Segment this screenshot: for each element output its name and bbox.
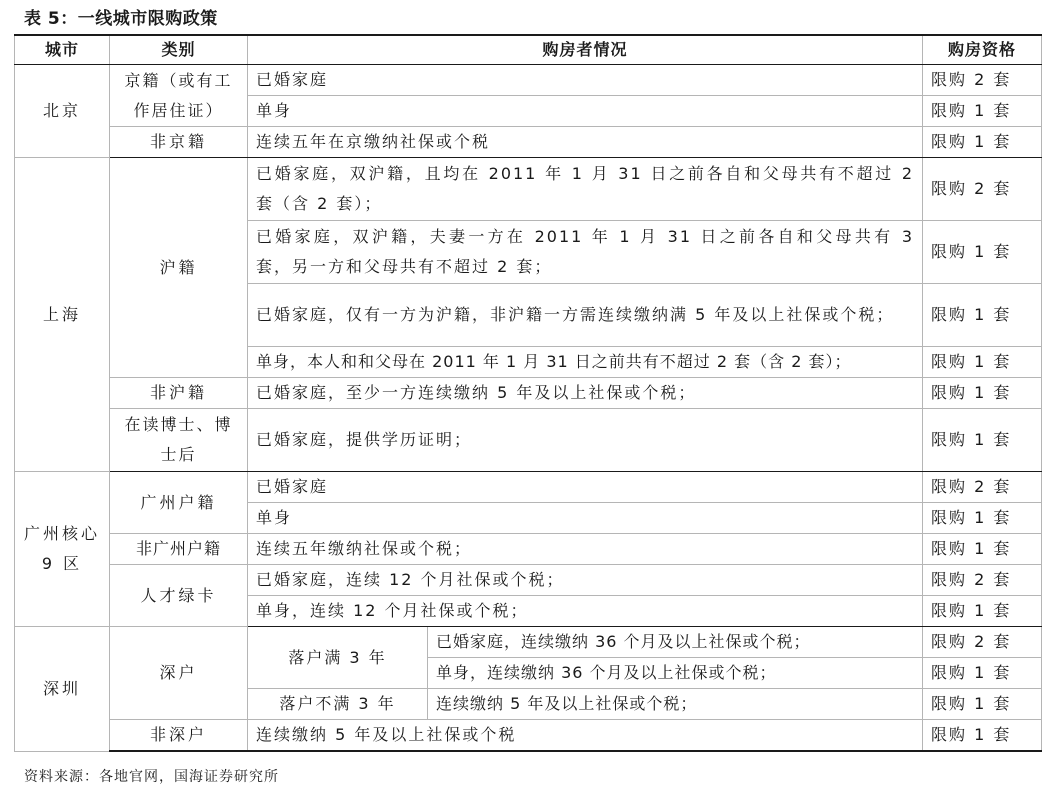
qualification-cell: 限购 2 套 (923, 565, 1042, 596)
table-row (15, 472, 1042, 503)
qualification-cell: 限购 1 套 (923, 689, 1042, 720)
table-row (15, 409, 1042, 472)
header-category: 类别 (110, 35, 248, 65)
source-note: 资料来源：各地官网，国海证券研究所 (24, 769, 279, 785)
qualification-cell: 限购 2 套 (923, 627, 1042, 658)
qualification-cell: 限购 1 套 (923, 596, 1042, 627)
category-beijing-nonlocal: 非京籍 (110, 127, 248, 158)
qualification-cell: 限购 2 套 (923, 472, 1042, 503)
table-row (15, 158, 1042, 221)
table-row (15, 378, 1042, 409)
qualification-cell: 限购 2 套 (923, 65, 1042, 96)
category-shanghai-phd: 在读博士、博士后 (110, 409, 248, 472)
subcategory-shenzhen-under3: 落户不满 3 年 (248, 689, 428, 720)
qualification-cell: 限购 1 套 (923, 347, 1042, 378)
table-row (15, 627, 1042, 658)
qualification-cell: 限购 1 套 (923, 221, 1042, 284)
category-guangzhou-hukou: 广州户籍 (110, 472, 248, 534)
qualification-cell: 限购 1 套 (923, 409, 1042, 472)
buyer-cell: 已婚家庭，至少一方连续缴纳 5 年及以上社保或个税； (248, 378, 923, 409)
buyer-cell: 已婚家庭 (248, 472, 923, 503)
header-buyer: 购房者情况 (248, 35, 923, 65)
qualification-cell: 限购 1 套 (923, 284, 1042, 347)
header-city: 城市 (15, 35, 110, 65)
qualification-cell: 限购 1 套 (923, 503, 1042, 534)
subcategory-shenzhen-over3: 落户满 3 年 (248, 627, 428, 689)
buyer-cell: 连续五年缴纳社保或个税； (248, 534, 923, 565)
page-title: 表 5：一线城市限购政策 (24, 9, 218, 29)
table-row (15, 565, 1042, 596)
city-guangzhou: 广州核心 9 区 (15, 472, 110, 627)
buyer-cell: 已婚家庭，提供学历证明； (248, 409, 923, 472)
category-shanghai-nonlocal: 非沪籍 (110, 378, 248, 409)
qualification-cell: 限购 1 套 (923, 658, 1042, 689)
buyer-cell: 已婚家庭，双沪籍，夫妻一方在 2011 年 1 月 31 日之前各自和父母共有 3 套，另一方和父母共有不超过 2 套； (248, 221, 923, 284)
qualification-cell: 限购 1 套 (923, 534, 1042, 565)
category-guangzhou-nonlocal: 非广州户籍 (110, 534, 248, 565)
qualification-cell: 限购 1 套 (923, 720, 1042, 752)
category-beijing-hukou: 京籍（或有工作居住证） (110, 65, 248, 127)
category-shanghai-hukou: 沪籍 (110, 158, 248, 378)
qualification-cell: 限购 1 套 (923, 127, 1042, 158)
table-row (15, 127, 1042, 158)
city-shanghai: 上海 (15, 158, 110, 472)
city-beijing: 北京 (15, 65, 110, 158)
header-qualification: 购房资格 (923, 35, 1042, 65)
city-shenzhen: 深圳 (15, 627, 110, 752)
buyer-cell: 单身，连续缴纳 36 个月及以上社保或个税； (428, 658, 923, 689)
qualification-cell: 限购 2 套 (923, 158, 1042, 221)
table-header-row (15, 35, 1042, 65)
qualification-cell: 限购 1 套 (923, 96, 1042, 127)
buyer-cell: 已婚家庭 (248, 65, 923, 96)
buyer-cell: 连续缴纳 5 年及以上社保或个税 (248, 720, 923, 752)
table-row (15, 534, 1042, 565)
buyer-cell: 单身 (248, 503, 923, 534)
category-guangzhou-talent: 人才绿卡 (110, 565, 248, 627)
buyer-cell: 已婚家庭，仅有一方为沪籍，非沪籍一方需连续缴纳满 5 年及以上社保或个税； (248, 284, 923, 347)
buyer-cell: 单身，连续 12 个月社保或个税； (248, 596, 923, 627)
qualification-cell: 限购 1 套 (923, 378, 1042, 409)
buyer-cell: 单身 (248, 96, 923, 127)
buyer-cell: 已婚家庭，双沪籍，且均在 2011 年 1 月 31 日之前各自和父母共有不超过 2 套（含 2 套）； (248, 158, 923, 221)
buyer-cell: 单身，本人和和父母在 2011 年 1 月 31 日之前共有不超过 2 套（含 2 套）； (248, 347, 923, 378)
purchase-restriction-table (14, 34, 1042, 752)
buyer-cell: 已婚家庭，连续缴纳 36 个月及以上社保或个税； (428, 627, 923, 658)
table-row (15, 720, 1042, 752)
buyer-cell: 连续五年在京缴纳社保或个税 (248, 127, 923, 158)
category-shenzhen-nonlocal: 非深户 (110, 720, 248, 752)
table-row (15, 65, 1042, 96)
category-shenzhen-hukou: 深户 (110, 627, 248, 720)
buyer-cell: 已婚家庭，连续 12 个月社保或个税； (248, 565, 923, 596)
buyer-cell: 连续缴纳 5 年及以上社保或个税； (428, 689, 923, 720)
